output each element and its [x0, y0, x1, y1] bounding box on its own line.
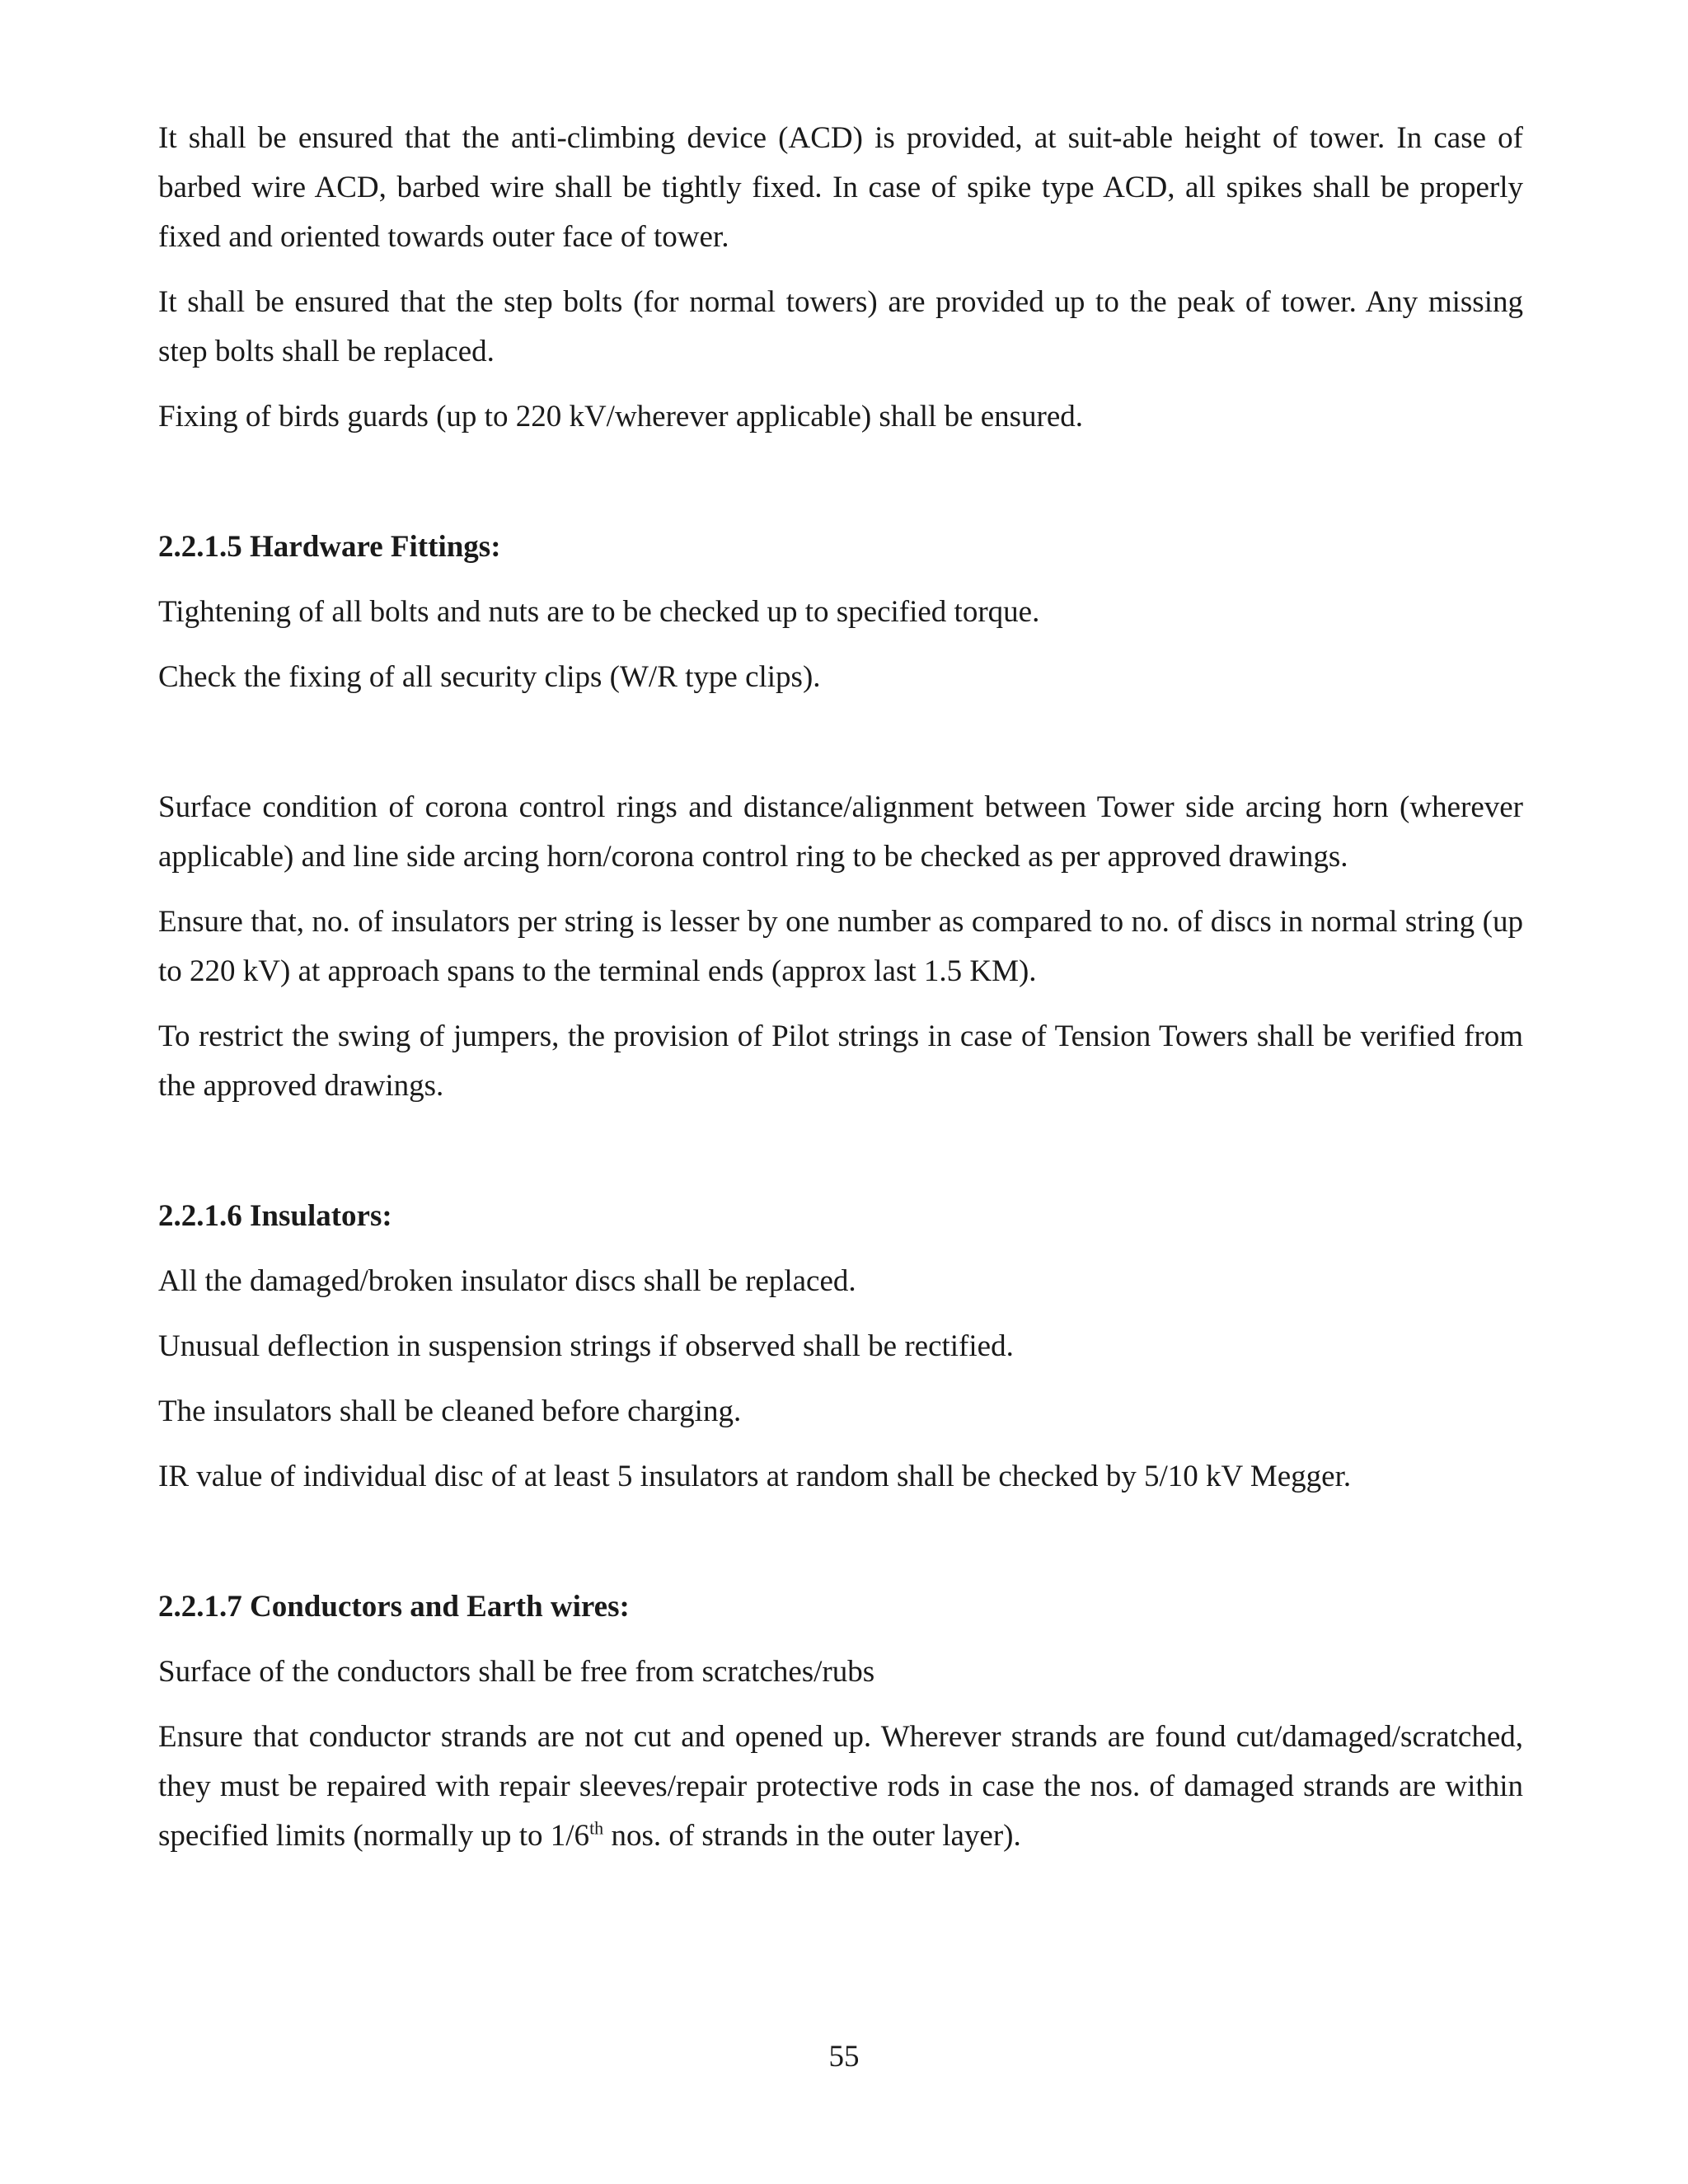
paragraph-damaged-discs: All the damaged/broken insulator discs shall be replaced. — [158, 1264, 856, 1298]
paragraph-conductor-surface: Surface of the conductors shall be free from scratches/rubs — [158, 1655, 875, 1689]
paragraph-corona-rings: Surface condition of corona control rings and distance/alignment between Tower side arcing horn (wherever applicable) and line side arcing horn/corona control ring to be checked as per approved drawings. — [158, 790, 1523, 874]
paragraph-ir-value: IR value of individual disc of at least 5 insulators at random shall be checked by 5/10 kV Megger. — [158, 1460, 1352, 1493]
document-page — [158, 114, 1523, 1877]
paragraph-step-bolts: It shall be ensured that the step bolts (for normal towers) are provided up to the peak of tower. Any missing step bolts shall be replaced. — [158, 285, 1523, 368]
paragraph-security-clips: Check the fixing of all security clips (W/R type clips). — [158, 660, 821, 694]
superscript-th: th — [589, 1817, 604, 1839]
page-number: 55 — [828, 2040, 860, 2074]
paragraph-unusual-deflection: Unusual deflection in suspension strings if observed shall be rectified. — [158, 1329, 1014, 1363]
paragraph-acd: It shall be ensured that the anti-climbing device (ACD) is provided, at suit-able height of tower. In case of barbed wire ACD, barbed wire shall be tightly fixed. In case of spike type ACD, all spikes shall be properly fixed and oriented towards outer face of tower. — [158, 121, 1523, 254]
paragraph-birds-guards: Fixing of birds guards (up to 220 kV/wherever applicable) shall be ensured. — [158, 400, 1084, 434]
heading-insulators: 2.2.1.6 Insulators: — [158, 1199, 392, 1233]
paragraph-bolts-torque: Tightening of all bolts and nuts are to be checked up to specified torque. — [158, 595, 1040, 629]
heading-hardware-fittings: 2.2.1.5 Hardware Fittings: — [158, 530, 501, 564]
paragraph-conductor-strands — [158, 1713, 1523, 1861]
strands-text-after: nos. of strands in the outer layer). — [603, 1819, 1021, 1853]
heading-conductors-earth-wires: 2.2.1.7 Conductors and Earth wires: — [158, 1590, 630, 1624]
paragraph-pilot-strings: To restrict the swing of jumpers, the provision of Pilot strings in case of Tension Towers shall be verified from the approved drawings. — [158, 1019, 1523, 1103]
strands-text-before: Ensure that conductor strands are not cut and opened up. Wherever strands are found cut/damaged/scratched, they must be repaired with repair sleeves/repair protective rods in case the nos. of damaged strands are within specified limits (normally up to 1/6 — [158, 1720, 1523, 1853]
paragraph-insulator-count: Ensure that, no. of insulators per string is lesser by one number as compared to no. of discs in normal string (up to 220 kV) at approach spans to the terminal ends (approx last 1.5 KM). — [158, 905, 1523, 988]
paragraph-clean-insulators: The insulators shall be cleaned before charging. — [158, 1394, 742, 1428]
